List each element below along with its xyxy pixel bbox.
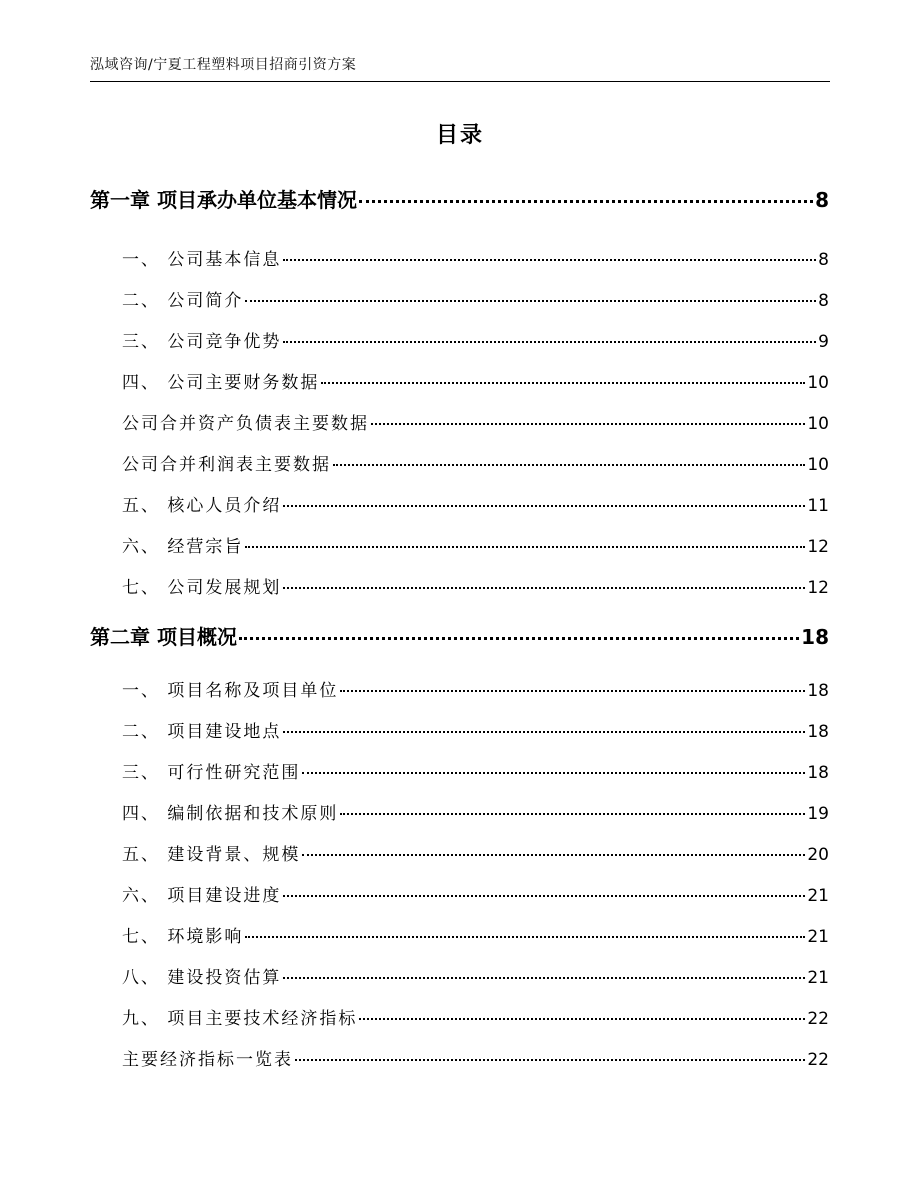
toc-entry-page: 18 — [807, 681, 829, 701]
dot-leader — [333, 464, 805, 466]
toc-entry-page: 8 — [818, 250, 829, 270]
toc-title: 目录 — [435, 123, 484, 148]
toc-entry-page: 10 — [807, 455, 829, 475]
toc-entry-label: 三、 公司竞争优势 — [122, 332, 282, 352]
dot-leader — [359, 200, 813, 203]
dot-leader — [245, 936, 805, 938]
toc-entry[interactable] — [122, 717, 829, 745]
dot-leader — [340, 690, 805, 692]
toc-entry[interactable] — [122, 963, 829, 991]
toc-entry-page: 8 — [815, 188, 829, 212]
toc-entry-page: 9 — [818, 332, 829, 352]
dot-leader — [239, 637, 799, 640]
toc-entry-page: 22 — [807, 1050, 829, 1070]
toc-entry-page: 20 — [807, 845, 829, 865]
toc-entry-page: 21 — [807, 968, 829, 988]
toc-entry-page: 8 — [818, 291, 829, 311]
toc-entry[interactable] — [122, 1004, 829, 1032]
toc-entry[interactable] — [122, 491, 829, 519]
toc-entry[interactable] — [122, 450, 829, 478]
toc-entry[interactable] — [122, 840, 829, 868]
toc-entry-label: 二、 项目建设地点 — [122, 722, 282, 742]
toc-entry-page: 10 — [807, 414, 829, 434]
dot-leader — [283, 731, 805, 733]
dot-leader — [283, 587, 805, 589]
toc-entry-page: 12 — [807, 578, 829, 598]
toc-entry[interactable] — [122, 245, 829, 273]
toc-entry-label: 九、 项目主要技术经济指标 — [122, 1009, 358, 1029]
toc-entry-label: 主要经济指标一览表 — [122, 1050, 293, 1070]
toc-entry-label: 第一章 项目承办单位基本情况 — [90, 188, 357, 212]
toc-entry-page: 18 — [801, 625, 829, 649]
toc-entry-label: 第二章 项目概况 — [90, 625, 237, 649]
dot-leader — [283, 341, 816, 343]
dot-leader — [245, 546, 805, 548]
toc-entry[interactable] — [122, 676, 829, 704]
toc-entry-page: 11 — [807, 496, 829, 516]
toc-entry-label: 四、 公司主要财务数据 — [122, 373, 320, 393]
toc-entry-label: 八、 建设投资估算 — [122, 968, 282, 988]
toc-entry-label: 一、 项目名称及项目单位 — [122, 681, 339, 701]
toc-entry[interactable] — [122, 368, 829, 396]
toc-entry-label: 七、 环境影响 — [122, 927, 244, 947]
toc-entry[interactable] — [122, 758, 829, 786]
toc-entry-page: 18 — [807, 763, 829, 783]
toc-entry-page: 21 — [807, 927, 829, 947]
dot-leader — [359, 1018, 805, 1020]
toc-entry-page: 19 — [807, 804, 829, 824]
dot-leader — [302, 854, 805, 856]
toc-entry-page: 18 — [807, 722, 829, 742]
toc-entry-label: 七、 公司发展规划 — [122, 578, 282, 598]
toc-entry-label: 五、 建设背景、规模 — [122, 845, 301, 865]
toc-entry-label: 一、 公司基本信息 — [122, 250, 282, 270]
toc-entry-label: 二、 公司简介 — [122, 291, 244, 311]
running-header: 泓域咨询/宁夏工程塑料项目招商引资方案 — [90, 57, 357, 73]
dot-leader — [283, 505, 805, 507]
dot-leader — [283, 895, 805, 897]
toc-entry[interactable] — [122, 327, 829, 355]
toc-entry[interactable] — [122, 532, 829, 560]
dot-leader — [283, 259, 816, 261]
toc-chapter-1[interactable] — [90, 184, 829, 212]
toc-entry-label: 六、 项目建设进度 — [122, 886, 282, 906]
dot-leader — [340, 813, 805, 815]
header-divider — [90, 81, 830, 82]
toc-entry-label: 六、 经营宗旨 — [122, 537, 244, 557]
toc-entry[interactable] — [122, 1045, 829, 1073]
toc-entry-page: 12 — [807, 537, 829, 557]
toc-entry-label: 五、 核心人员介绍 — [122, 496, 282, 516]
toc-entry-page: 21 — [807, 886, 829, 906]
dot-leader — [371, 423, 805, 425]
toc-entry-label: 公司合并资产负债表主要数据 — [122, 414, 369, 434]
toc-entry[interactable] — [122, 573, 829, 601]
toc-entry-page: 10 — [807, 373, 829, 393]
toc-entry-label: 四、 编制依据和技术原则 — [122, 804, 339, 824]
dot-leader — [245, 300, 816, 302]
toc-entry[interactable] — [122, 881, 829, 909]
toc-entry[interactable] — [122, 409, 829, 437]
dot-leader — [283, 977, 805, 979]
dot-leader — [295, 1059, 805, 1061]
toc-entry[interactable] — [122, 799, 829, 827]
toc-entry-page: 22 — [807, 1009, 829, 1029]
toc-entry-label: 公司合并利润表主要数据 — [122, 455, 331, 475]
toc-entry[interactable] — [122, 922, 829, 950]
toc-entry-label: 三、 可行性研究范围 — [122, 763, 301, 783]
dot-leader — [302, 772, 805, 774]
dot-leader — [321, 382, 805, 384]
toc-chapter-2[interactable] — [90, 621, 829, 649]
toc-entry[interactable] — [122, 286, 829, 314]
